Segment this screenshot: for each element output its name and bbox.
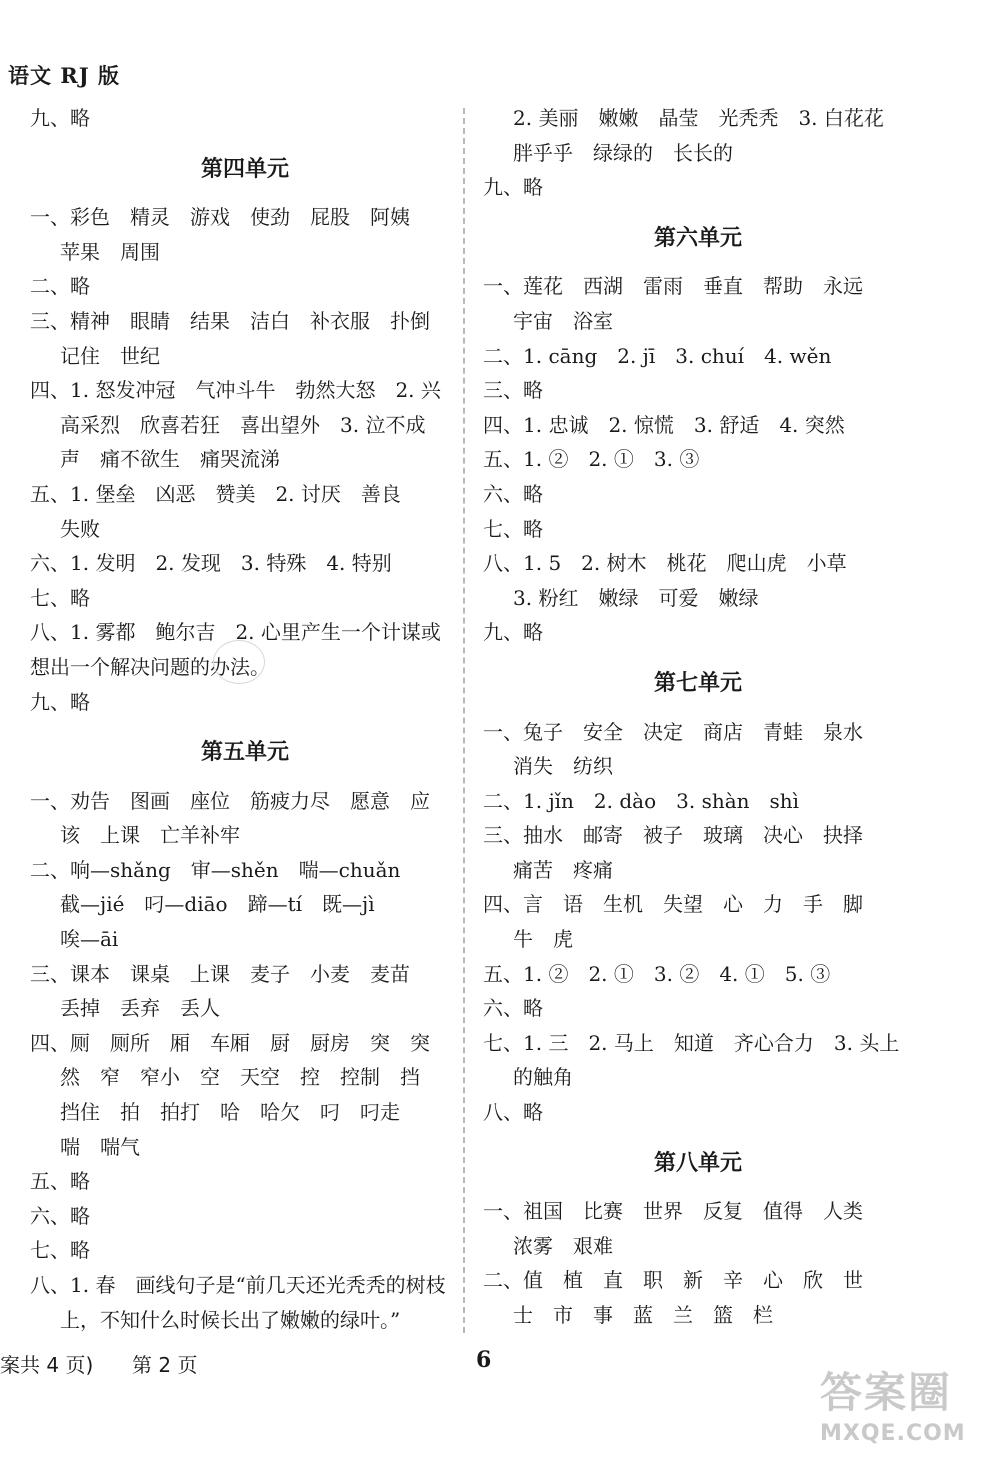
answer-line: 八、1. 5 2. 树木 桃花 爬山虎 小草 [483, 551, 847, 576]
answer-line: 四、言 语 生机 失望 心 力 手 脚 [483, 892, 863, 917]
right-answer-column [483, 101, 913, 1333]
answer-line-continued: 2. 美丽 嫩嫩 晶莹 光秃秃 3. 白花花 [513, 106, 884, 130]
answer-line: 三、精神 眼睛 结果 洁白 补衣服 扑倒 [30, 308, 430, 333]
answer-line-continued: 截—jié 叼—diāo 蹄—tí 既—jì [60, 892, 375, 917]
answer-line: 七、略 [483, 516, 543, 541]
watermark-logo: 答案圈 [820, 1368, 953, 1417]
footer-answer-count: 案共 4 页) [0, 1353, 94, 1377]
answer-line: 一、莲花 西湖 雷雨 垂直 帮助 永远 [483, 274, 863, 299]
answer-line-continued: 痛苦 疼痛 [513, 857, 613, 882]
answer-line: 四、1. 怒发冲冠 气冲斗牛 勃然大怒 2. 兴 [30, 378, 441, 403]
answer-line: 九、略 [483, 620, 543, 645]
answer-line: 三、抽水 邮寄 被子 玻璃 决心 抉择 [483, 823, 863, 848]
column-divider [463, 108, 465, 1333]
answer-line-continued: 唉—āi [60, 927, 119, 952]
answer-line: 一、劝告 图画 座位 筋疲力尽 愿意 应 [30, 788, 430, 813]
answer-line: 六、略 [30, 1203, 90, 1228]
answer-line-continued: 该 上课 亡羊补牢 [60, 823, 240, 848]
unit-heading: 第四单元 [200, 155, 289, 182]
faint-stamp-mark [213, 640, 265, 684]
book-header: 语文 RJ 版 [8, 63, 121, 88]
site-watermark [820, 1365, 990, 1465]
footer-page-number: 6 [476, 1347, 492, 1373]
answer-line: 六、1. 发明 2. 发现 3. 特殊 4. 特别 [30, 551, 392, 576]
footer-page-label: 第 2 页 [132, 1353, 198, 1377]
answer-line-continued: 声 痛不欲生 痛哭流涕 [60, 447, 280, 472]
answer-line: 五、1. ② 2. ① 3. ③ [483, 447, 700, 472]
watermark-url: MXQE.COM [820, 1421, 966, 1446]
answer-line-continued: 的触角 [513, 1065, 573, 1090]
answer-line: 八、略 [483, 1100, 543, 1125]
answer-line: 七、1. 三 2. 马上 知道 齐心合力 3. 头上 [483, 1030, 900, 1055]
answer-line-continued: 宇宙 浴室 [513, 308, 613, 333]
answer-line: 一、兔子 安全 决定 商店 青蛙 泉水 [483, 719, 863, 744]
answer-line: 四、厕 厕所 厢 车厢 厨 厨房 突 突 [30, 1030, 430, 1055]
unit-heading: 第六单元 [653, 224, 742, 251]
answer-line: 四、1. 忠诚 2. 惊慌 3. 舒适 4. 突然 [483, 412, 845, 437]
answer-line-continued: 上，不知什么时候长出了嫩嫩的绿叶。” [60, 1307, 401, 1332]
answer-line: 一、祖国 比赛 世界 反复 值得 人类 [483, 1199, 863, 1224]
answer-line-continued: 士 市 事 蓝 兰 篮 栏 [513, 1303, 773, 1327]
answer-line: 二、略 [30, 274, 90, 299]
answer-line: 五、1. 堡垒 凶恶 赞美 2. 讨厌 善良 [30, 481, 401, 506]
answer-line: 九、略 [30, 689, 90, 714]
answer-line-continued: 高采烈 欣喜若狂 喜出望外 3. 泣不成 [60, 412, 426, 437]
answer-line-continued: 牛 虎 [513, 927, 573, 952]
answer-line: 二、1. cāng 2. jī 3. chuí 4. wěn [483, 343, 832, 368]
answer-line-continued: 挡住 拍 拍打 哈 哈欠 叼 叼走 [60, 1100, 400, 1125]
unit-heading: 第八单元 [653, 1149, 742, 1176]
answer-line: 八、1. 雾都 鲍尔吉 2. 心里产生一个计谋或 [30, 620, 441, 645]
answer-line: 想出一个解决问题的办法。 [30, 654, 270, 679]
answer-line: 二、响—shǎng 审—shěn 喘—chuǎn [30, 857, 401, 882]
answer-line: 二、1. jǐn 2. dào 3. shàn shì [483, 788, 800, 813]
answer-line-continued: 失败 [60, 516, 100, 541]
answer-line: 八、1. 春 画线句子是“前几天还光秃秃的树枝 [30, 1273, 446, 1297]
answer-line: 三、课本 课桌 上课 麦子 小麦 麦苗 [30, 961, 410, 986]
answer-line: 五、1. ② 2. ① 3. ② 4. ① 5. ③ [483, 961, 831, 986]
answer-line-continued: 胖乎乎 绿绿的 长长的 [513, 140, 733, 165]
answer-line: 三、略 [483, 378, 543, 403]
answer-line: 六、略 [483, 996, 543, 1021]
answer-line: 一、彩色 精灵 游戏 使劲 屁股 阿姨 [30, 205, 410, 230]
answer-line-continued: 3. 粉红 嫩绿 可爱 嫩绿 [513, 585, 759, 610]
answer-line: 六、略 [483, 481, 543, 506]
answer-line-continued: 苹果 周围 [60, 239, 160, 264]
answer-line: 九、略 [483, 175, 543, 200]
unit-heading: 第七单元 [653, 669, 742, 696]
left-answer-column [30, 101, 460, 1337]
answer-line: 五、略 [30, 1169, 90, 1194]
answer-line: 二、值 植 直 职 新 辛 心 欣 世 [483, 1268, 863, 1293]
answer-line-continued: 然 窄 窄小 空 天空 控 控制 挡 [60, 1065, 420, 1090]
answer-line-continued: 消失 纺织 [513, 754, 613, 779]
answer-line-continued: 记住 世纪 [60, 343, 160, 368]
answer-line-continued: 浓雾 艰难 [513, 1233, 613, 1258]
answer-line: 七、略 [30, 1238, 90, 1263]
answer-line-continued: 丢掉 丢弃 丢人 [60, 996, 220, 1021]
answer-line-continued: 喘 喘气 [60, 1134, 140, 1159]
answer-line: 七、略 [30, 585, 90, 610]
unit-heading: 第五单元 [200, 739, 289, 766]
answer-line: 九、略 [30, 106, 90, 130]
